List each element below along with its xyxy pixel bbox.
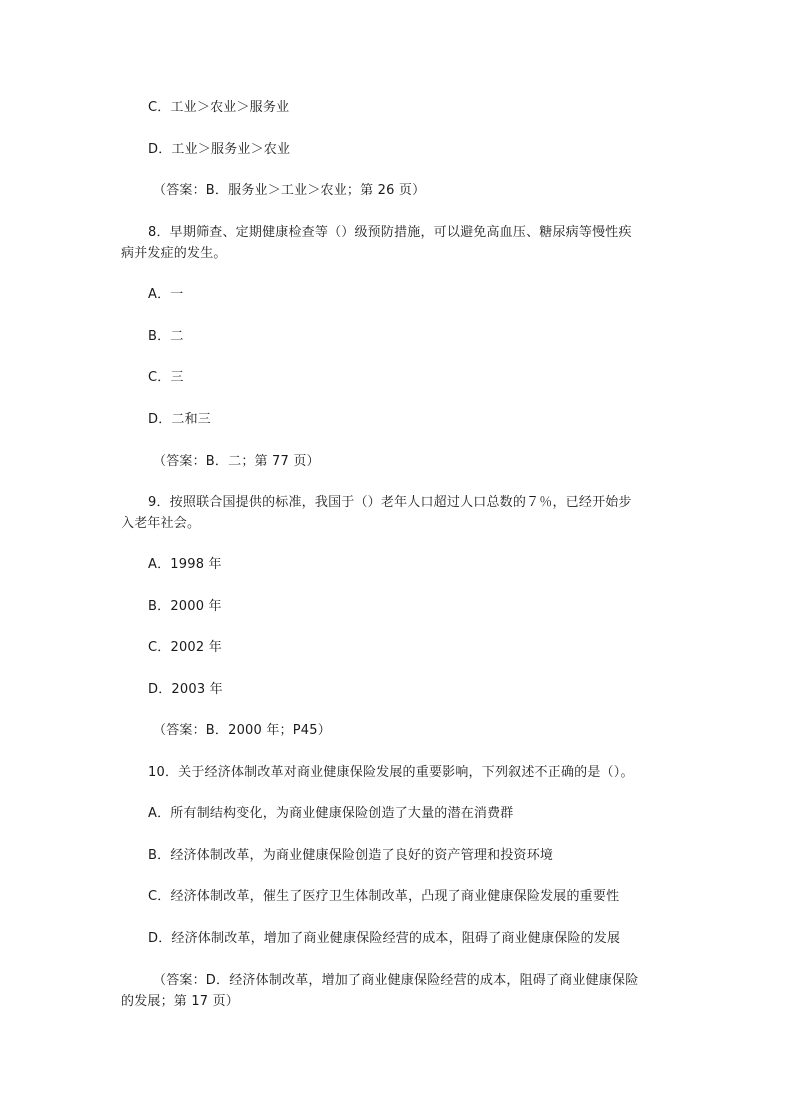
- answer-q10-line2: 的发展；第 17 页）: [121, 994, 240, 1009]
- question-8-line2: 病并发症的发生。: [121, 246, 227, 261]
- option-b-q8: B．二: [148, 329, 184, 344]
- option-c-q7: C．工业＞农业＞服务业: [148, 100, 290, 115]
- question-9-line1: 9．按照联合国提供的标准，我国于（）老年人口超过人口总数的７％，已经开始步: [148, 495, 632, 510]
- option-d-q9: D．2003 年: [148, 682, 223, 697]
- option-a-q8: A．一: [148, 287, 184, 302]
- option-a-q9: A．1998 年: [148, 557, 222, 572]
- option-d-q7: D．工业＞服务业＞农业: [148, 142, 291, 157]
- answer-q8: （答案：B．二；第 77 页）: [153, 454, 320, 469]
- question-8-line1: 8．早期筛查、定期健康检查等（）级预防措施，可以避免高血压、糖尿病等慢性疾: [148, 225, 632, 240]
- option-a-q10: A．所有制结构变化，为商业健康保险创造了大量的潜在消费群: [148, 806, 514, 821]
- option-d-q8: D．二和三: [148, 412, 212, 427]
- answer-q10-line1: （答案：D．经济体制改革，增加了商业健康保险经营的成本，阻碍了商业健康保险: [153, 973, 639, 988]
- option-c-q8: C．三: [148, 370, 184, 385]
- answer-q9: （答案：B．2000 年；P45）: [153, 723, 331, 738]
- option-b-q9: B．2000 年: [148, 599, 222, 614]
- option-c-q9: C．2002 年: [148, 640, 222, 655]
- question-9-line2: 入老年社会。: [121, 516, 201, 531]
- answer-q7: （答案：B．服务业＞工业＞农业；第 26 页）: [153, 183, 426, 198]
- option-b-q10: B．经济体制改革，为商业健康保险创造了良好的资产管理和投资环境: [148, 848, 554, 863]
- question-10: 10．关于经济体制改革对商业健康保险发展的重要影响，下列叙述不正确的是（）。: [148, 765, 634, 780]
- option-c-q10: C．经济体制改革，催生了医疗卫生体制改革，凸现了商业健康保险发展的重要性: [148, 889, 620, 904]
- option-d-q10: D．经济体制改革，增加了商业健康保险经营的成本，阻碍了商业健康保险的发展: [148, 931, 621, 946]
